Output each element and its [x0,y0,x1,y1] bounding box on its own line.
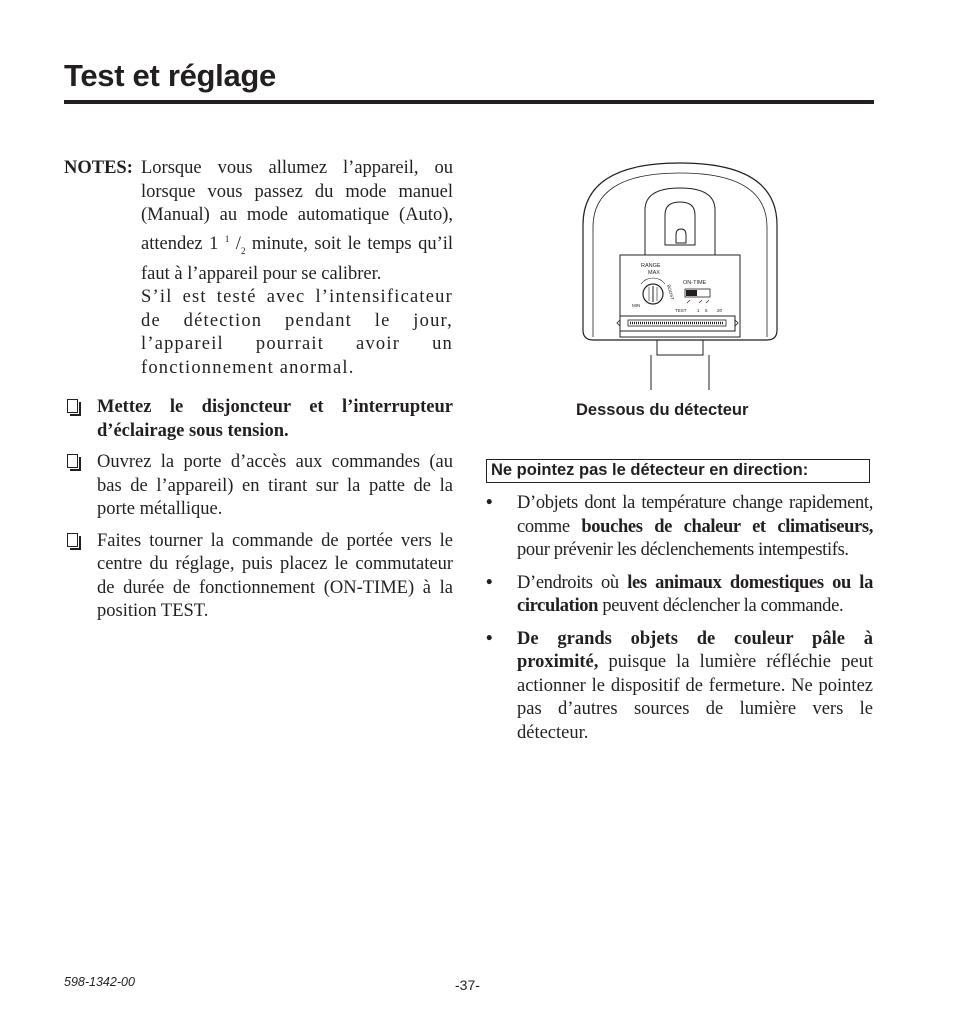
warning-list [486,492,873,754]
detector-underside-illustration [575,155,785,395]
warning-text: pour prévenir les déclenchements intempestifs. [517,540,849,560]
fraction-denominator: 2 [240,245,246,256]
sensor-lens [665,202,695,245]
min-label: MIN [632,303,641,308]
detector-housing [583,163,777,340]
page-title: Test et réglage [64,58,277,93]
step-text: Mettez le disjoncteur et l’interrupteur d’éclairage sous tension. [97,397,453,441]
checkbox-icon [67,533,78,547]
warning-heading: Ne pointez pas le détecteur en direction: [486,459,870,483]
warning-text-bold: les animaux domestiques ou la circulation [517,572,873,616]
warning-text: peuvent déclencher la commande. [598,596,844,616]
document-number: 598-1342-00 [64,975,135,989]
tick-label-20: 20 [717,308,723,313]
range-label: RANGE [641,263,661,269]
figure-caption: Dessous du détecteur [576,401,749,419]
step-text: Faites tourner la commande de portée vers le centre du réglage, puis placez le commutateur de durée de fonctionnement (ON-TIME) à la position TEST. [97,530,453,622]
door-tab [657,340,703,355]
lock-icon [676,229,686,243]
access-door [620,316,735,331]
bullet-icon: • [486,493,493,513]
bullet-icon: • [486,628,493,649]
fraction-slash: / [229,233,241,254]
boost-label: BOOST [666,283,675,301]
switch-knob [686,290,697,296]
bullet-icon: • [486,572,493,593]
warning-item [486,628,873,746]
step-list [64,396,453,624]
step-text: Ouvrez la porte d’accès aux commandes (au bas de l’appareil) en tirant sur la patte de la porte métallique. [97,452,453,520]
notes-text-1b: minute, soit le temps qu’il faut à l’appareil pour se calibrer. [141,233,454,284]
warning-item [486,492,873,563]
warning-text: D’endroits où [517,572,628,593]
left-column [64,157,453,632]
max-label: MAX [648,270,660,276]
checkbox-icon [67,399,78,413]
tick-label-5: 5 [705,308,708,313]
notes-paragraph-1 [141,157,453,286]
mounting-neck [651,355,709,390]
tick-label-1: 1 [697,308,700,313]
warning-text-bold: bouches de chaleur et climatiseurs, [581,516,873,537]
on-time-label: ON-TIME [683,280,707,286]
warning-text-bold: De grands objets de couleur pâle à proximité, [517,628,873,672]
fraction-numerator: 1 [224,233,230,244]
notes-text-1a: Lorsque vous allumez l’appareil, ou lorsque vous passez du mode manuel (Manual) au mode automatique (Auto), attendez 1 [141,158,453,254]
test-label: TEST [675,308,687,313]
step-item [64,396,453,443]
warning-text: puisque la lumière réfléchie peut actionner le dispositif de fermeture. Ne pointez pas d’autres sources de lumière vers le détecteur. [517,652,873,743]
step-item [64,530,453,624]
step-item [64,451,453,522]
warning-item [486,572,873,619]
page-number: -37- [455,977,480,993]
checkbox-icon [67,454,78,468]
notes-block [64,157,453,380]
notes-label: NOTES: [64,158,133,178]
control-panel [620,255,740,337]
title-rule [64,100,874,104]
warning-text: D’objets dont la température change rapidement, comme [517,493,873,537]
notes-paragraph-2: S’il est testé avec l’intensificateur de détection pendant le jour, l’appareil pourrait avoir un fonctionnement anormal. [141,287,453,378]
